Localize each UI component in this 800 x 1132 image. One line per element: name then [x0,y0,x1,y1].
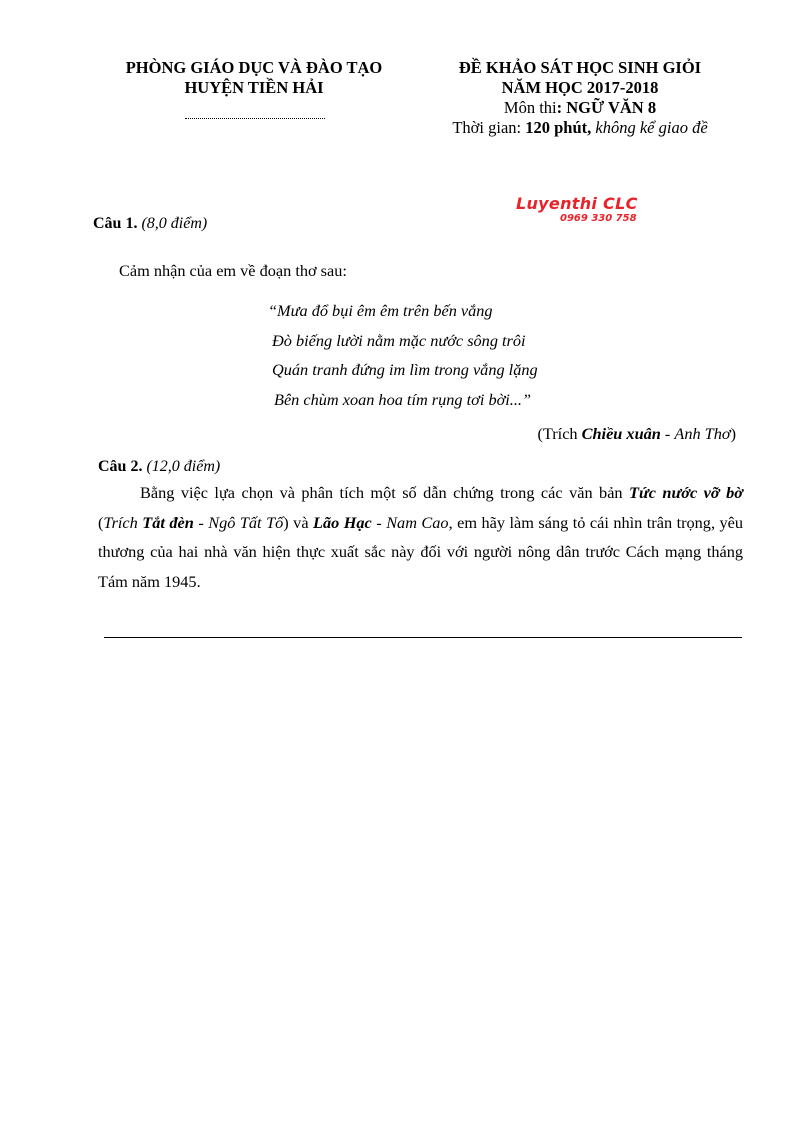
watermark-logo [516,195,676,224]
poem-line: Đò biếng lười nằm mặc nước sông trôi [272,330,526,350]
exam-year: NĂM HỌC 2017-2018 [501,78,659,97]
poem-line: Bên chùm xoan hoa tím rụng tơi bời...” [274,389,532,409]
question-1-label: Câu 1. [93,215,138,232]
work-title-1: Tức nước vỡ bờ [629,483,743,502]
subject-label: Môn thi [503,98,557,117]
extract-prefix: Trích [103,512,143,532]
author-1: Ngô Tất Tố [208,512,284,532]
authority-line-1: PHÒNG GIÁO DỤC VÀ ĐÀO TẠO [125,58,383,77]
time-value: 120 phút, [525,118,592,137]
question-2-body [98,478,743,596]
exam-heading [420,58,740,138]
question-2-points: (12,0 điểm) [146,458,221,475]
subject-value: : NGỮ VĂN 8 [556,98,657,117]
poem-line: Quán tranh đứng im lìm trong vắng lặng [272,360,538,379]
body-text: , em hãy làm sáng tỏ cái nhìn trân trọng, yêu thương của hai nhà văn hiện thực xuất sắc này đối với người nông dân trước Cách mạng tháng Tám năm 1945. [98,512,744,591]
issuing-authority [100,58,408,98]
body-text: ( [98,512,104,532]
source-prefix: (Trích [537,424,582,443]
watermark-brand: Luyenthi CLC [516,194,638,213]
work-source-1: Tắt đèn [142,512,194,532]
exam-time [420,118,740,138]
source-author: Anh Thơ [674,424,731,443]
time-label: Thời gian: [452,118,526,137]
watermark-phone: 0969 330 758 [560,213,637,224]
poem [268,296,538,414]
poem-source [537,424,736,444]
source-title: Chiều xuân [581,424,661,443]
exam-title: ĐỀ KHẢO SÁT HỌC SINH GIỎI [458,58,702,77]
author-2: Nam Cao [386,512,449,532]
question-1-prompt: Cảm nhận của em về đoạn thơ sau: [119,261,347,280]
question-2-label: Câu 2. [98,458,143,475]
question-1-heading [93,214,207,234]
question-2-heading [98,457,220,477]
separator: - [193,512,209,532]
authority-line-2: HUYỆN TIỀN HẢI [184,78,324,97]
source-separator: - [660,424,675,443]
separator: - [371,512,387,532]
dotted-divider [185,118,325,119]
end-rule [104,637,742,638]
time-note: không kể giao đề [591,118,708,137]
poem-line: “Mưa đổ bụi êm êm trên bến vắng [268,301,493,320]
body-text: Bằng việc lựa chọn và phân tích một số dẫn chứng trong các văn bản [140,483,630,502]
work-title-2: Lão Hạc [313,512,372,532]
question-1-points: (8,0 điểm) [141,215,208,232]
body-text: ) và [283,512,314,532]
exam-subject [420,98,740,118]
source-suffix: ) [730,424,736,443]
